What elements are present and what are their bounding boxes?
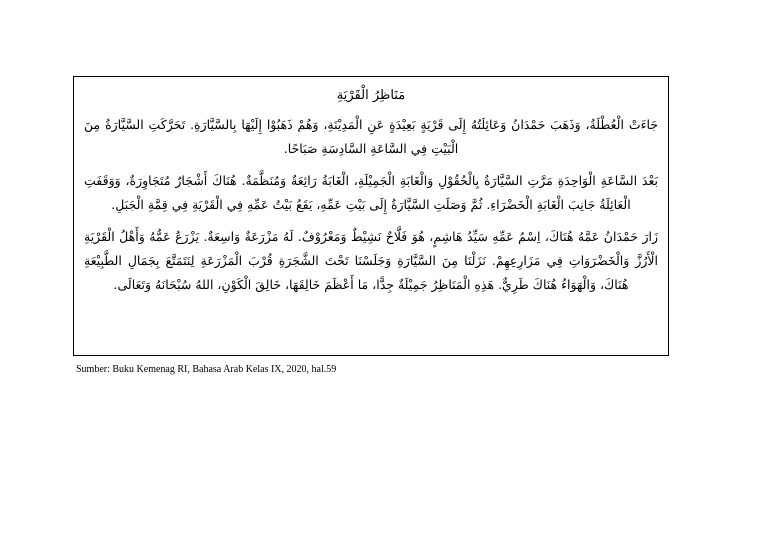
reading-title: مَنَاظِرُ الْقَرْيَةِ [336,88,406,103]
reading-text-box [73,76,669,356]
paragraph-1: جَاءَتْ الْعُطْلَةُ، وَذَهَبَ حَمْدَانُ وَعَائِلَتُهُ إِلَى قَرْيَةٍ بَعِيْدَةٍ عَنِ الْمَدِيْنَةِ، وَهُمْ ذَهَبُوْا إِلَيْهَا بِالسَّيَّارَةِ. تَحَرَّكَتِ السَّيَّارَةُ مِنَ الْبَيْتِ فِي السَّاعَةِ السَّادِسَةِ صَبَاحًا. [84,117,658,156]
paragraph-3: زَارَ حَمْدَانُ عَمَّهُ هُنَاكَ، اِسْمُ عَمِّهِ سَيِّدُ هَاشِمٍ، هُوَ فَلَّاحٌ نَشِيْطٌ وَمَعْرُوْفٌ. لَهُ مَزْرَعَةٌ وَاسِعَةٌ. يَزْرَعُ عَمُّهُ وَأَهْلُ الْقَرْيَةِ الْأَرُزَّ وَالْخَضْرَوَاتِ فِي مَزَارِعِهِمْ. نَزَلْنَا مِنَ السَّيَّارَةِ وَجَلَسْنَا تَحْتَ الشَّجَرَةِ قُرْبَ الْمَزْرَعَةِ لِنَتَمَتَّعَ بِجَمَالِ الطَّبِيْعَةِ هُنَاكَ، وَالْهَوَاءُ هُنَاكَ طَرِيٌّ. هَذِهِ الْمَنَاظِرُ جَمِيْلَةٌ جِدًّا، مَا أَعْظَمَ خَالِقَهَا، خَالِقَ الْكَوْنِ، اللهُ سُبْحَانَهُ وَتَعَالَى. [84,229,658,292]
source-citation: Sumber: Buku Kemenag RI, Bahasa Arab Kelas IX, 2020, hal.59 [76,364,337,375]
paragraph-2: بَعْدَ السَّاعَةِ الْوَاحِدَةِ مَرَّتِ السَّيَّارَةُ بِالْحُقُوْلِ وَالْغَابَةِ الْجَمِيْلَةِ، الْغَابَةُ رَائِعَةٌ وَمُنَظَّمَةٌ. هُنَاكَ أَشْجَارٌ مُتَجَاوِرَةٌ، وَوَقَفَتِ الْعَائِلَةُ جَانِبَ الْغَابَةِ الْخَضْرَاءِ. ثُمَّ وَصَلَتِ السَّيَّارَةُ إِلَى بَيْتِ عَمِّهِ، يَقَعُ بَيْتُ عَمِّهِ فِي الْقَرْيَةِ فِي قِمَّةِ الْجَبَلِ. [84,173,658,212]
